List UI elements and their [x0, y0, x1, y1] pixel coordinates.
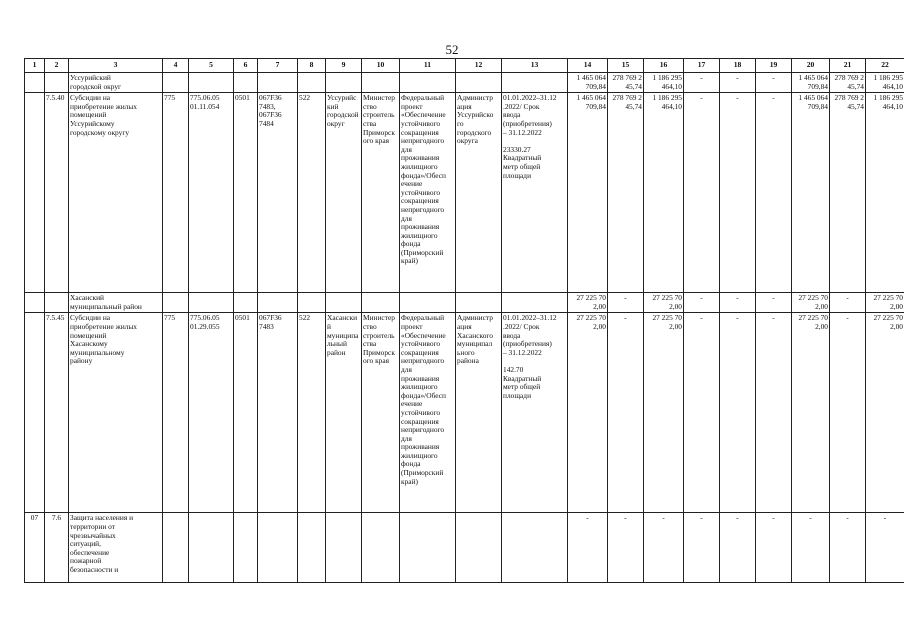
cell-4 [163, 513, 189, 583]
cell-11 [400, 73, 456, 93]
cell-20: 1 465 064 709,84 [792, 93, 830, 293]
cell-9 [326, 513, 362, 583]
cell-21: 278 769 2 45,74 [830, 93, 866, 293]
column-header: 22 [866, 59, 904, 73]
cell-5: 775.06.05 01.29.055 [189, 313, 234, 513]
cell-3: Защита населения и территории от чрезвычайных ситуаций, обеспечение пожарной безопасности и [69, 513, 163, 583]
cell-10: Министер ство строитель ства Приморск ого края [362, 93, 400, 293]
cell-22: 27 225 70 2,00 [866, 313, 904, 513]
cell-22: 27 225 70 2,00 [866, 293, 904, 313]
column-header: 12 [456, 59, 502, 73]
cell-14: 1 465 064 709,84 [568, 93, 608, 293]
column-header: 16 [644, 59, 684, 73]
column-header: 4 [163, 59, 189, 73]
cell-1: 07 [25, 513, 45, 583]
cell-9: Хасански й муниципа льный район [326, 313, 362, 513]
column-header: 5 [189, 59, 234, 73]
cell-1 [25, 73, 45, 93]
cell-14: 1 465 064 709,84 [568, 73, 608, 93]
cell-8 [298, 513, 326, 583]
cell-4 [163, 293, 189, 313]
cell-10: Министер ство строитель ства Приморск ого края [362, 313, 400, 513]
column-header: 13 [502, 59, 568, 73]
column-header: 17 [684, 59, 720, 73]
cell-16: 27 225 70 2,00 [644, 313, 684, 513]
column-header: 18 [720, 59, 756, 73]
cell-21: 278 769 2 45,74 [830, 73, 866, 93]
cell-12 [456, 73, 502, 93]
cell-10 [362, 513, 400, 583]
cell-17: - [684, 93, 720, 293]
column-header: 11 [400, 59, 456, 73]
cell-11: Федеральный проект «Обеспечение устойчивого сокращения непригодного для проживания жилищного фонда»/Обесп ечение устойчивого сокращения непригодного для проживания жилищного фонда (Приморский край) [400, 313, 456, 513]
cell-13: 01.01.2022–31.12 .2022/ Срок ввода (приобретения) – 31.12.2022 23330.27 Квадратный метр общей площади [502, 93, 568, 293]
cell-2 [45, 73, 69, 93]
cell-19: - [756, 73, 792, 93]
cell-12 [456, 293, 502, 313]
column-header: 15 [608, 59, 644, 73]
column-header: 1 [25, 59, 45, 73]
cell-14: 27 225 70 2,00 [568, 293, 608, 313]
cell-12: Администр ация Хасанского муниципал ьного района [456, 313, 502, 513]
cell-9: Уссурийс кий городской округ [326, 93, 362, 293]
cell-21: - [830, 293, 866, 313]
cell-8: 522 [298, 313, 326, 513]
cell-11: Федеральный проект «Обеспечение устойчивого сокращения непригодного для проживания жилищного фонда»/Обесп ечение устойчивого сокращения непригодного для проживания жилищного фонда (Приморский край) [400, 93, 456, 293]
column-header: 2 [45, 59, 69, 73]
cell-16: - [644, 513, 684, 583]
cell-21: - [830, 513, 866, 583]
column-header: 14 [568, 59, 608, 73]
cell-22: 1 186 295 464,10 [866, 73, 904, 93]
cell-17: - [684, 513, 720, 583]
cell-17: - [684, 313, 720, 513]
cell-9 [326, 293, 362, 313]
table-row [25, 293, 904, 313]
cell-2 [45, 293, 69, 313]
cell-4: 775 [163, 93, 189, 293]
cell-2: 7.5.45 [45, 313, 69, 513]
column-header: 3 [69, 59, 163, 73]
cell-20: 1 465 064 709,84 [792, 73, 830, 93]
cell-10 [362, 293, 400, 313]
cell-10 [362, 73, 400, 93]
cell-7 [258, 513, 298, 583]
cell-16: 27 225 70 2,00 [644, 293, 684, 313]
cell-7 [258, 293, 298, 313]
cell-19: - [756, 313, 792, 513]
cell-13 [502, 73, 568, 93]
cell-17: - [684, 73, 720, 93]
cell-6 [234, 513, 258, 583]
cell-8: 522 [298, 93, 326, 293]
table-row [25, 313, 904, 513]
page-number: 52 [445, 42, 459, 57]
cell-1 [25, 93, 45, 293]
cell-5 [189, 293, 234, 313]
cell-8 [298, 73, 326, 93]
cell-5 [189, 73, 234, 93]
cell-6 [234, 293, 258, 313]
cell-1 [25, 313, 45, 513]
table-row [25, 93, 904, 293]
cell-22: 1 186 295 464,10 [866, 93, 904, 293]
table-row [25, 73, 904, 93]
cell-20: - [792, 513, 830, 583]
cell-18: - [720, 513, 756, 583]
cell-13 [502, 513, 568, 583]
cell-5: 775.06.05 01.11.054 [189, 93, 234, 293]
column-header: 20 [792, 59, 830, 73]
cell-18: - [720, 73, 756, 93]
cell-22: - [866, 513, 904, 583]
cell-6: 0501 [234, 313, 258, 513]
cell-15: - [608, 313, 644, 513]
column-header: 21 [830, 59, 866, 73]
column-header: 6 [234, 59, 258, 73]
cell-2: 7.6 [45, 513, 69, 583]
cell-12 [456, 513, 502, 583]
cell-19: - [756, 93, 792, 293]
table-row [25, 513, 904, 583]
cell-7: 067F36 7483 [258, 313, 298, 513]
column-header: 7 [258, 59, 298, 73]
column-header: 19 [756, 59, 792, 73]
cell-13 [502, 293, 568, 313]
cell-17: - [684, 293, 720, 313]
cell-15: - [608, 513, 644, 583]
cell-6 [234, 73, 258, 93]
cell-12: Администр ация Уссурийско го городского округа [456, 93, 502, 293]
cell-18: - [720, 313, 756, 513]
cell-18: - [720, 293, 756, 313]
cell-11 [400, 513, 456, 583]
cell-11 [400, 293, 456, 313]
cell-7: 067F36 7483, 067F36 7484 [258, 93, 298, 293]
header-row [25, 59, 904, 73]
cell-5 [189, 513, 234, 583]
cell-6: 0501 [234, 93, 258, 293]
budget-table [24, 58, 904, 583]
cell-14: 27 225 70 2,00 [568, 313, 608, 513]
cell-20: 27 225 70 2,00 [792, 313, 830, 513]
cell-21: - [830, 313, 866, 513]
cell-16: 1 186 295 464,10 [644, 93, 684, 293]
cell-3: Субсидии на приобретение жилых помещений Уссурийскому городскому округу [69, 93, 163, 293]
column-header: 8 [298, 59, 326, 73]
cell-16: 1 186 295 464,10 [644, 73, 684, 93]
cell-4: 775 [163, 313, 189, 513]
cell-15: 278 769 2 45,74 [608, 93, 644, 293]
cell-1 [25, 293, 45, 313]
cell-2: 7.5.40 [45, 93, 69, 293]
cell-3: Уссурийский городской округ [69, 73, 163, 93]
column-header: 9 [326, 59, 362, 73]
cell-20: 27 225 70 2,00 [792, 293, 830, 313]
cell-4 [163, 73, 189, 93]
cell-13: 01.01.2022–31.12 .2022/ Срок ввода (приобретения) – 31.12.2022 142.70 Квадратный метр общей площади [502, 313, 568, 513]
cell-7 [258, 73, 298, 93]
cell-19: - [756, 293, 792, 313]
cell-15: - [608, 293, 644, 313]
cell-15: 278 769 2 45,74 [608, 73, 644, 93]
cell-3: Хасанский муниципальный район [69, 293, 163, 313]
cell-14: - [568, 513, 608, 583]
cell-9 [326, 73, 362, 93]
cell-18: - [720, 93, 756, 293]
cell-19: - [756, 513, 792, 583]
cell-8 [298, 293, 326, 313]
cell-3: Субсидии на приобретение жилых помещений Хасанскому муниципальному району [69, 313, 163, 513]
column-header: 10 [362, 59, 400, 73]
